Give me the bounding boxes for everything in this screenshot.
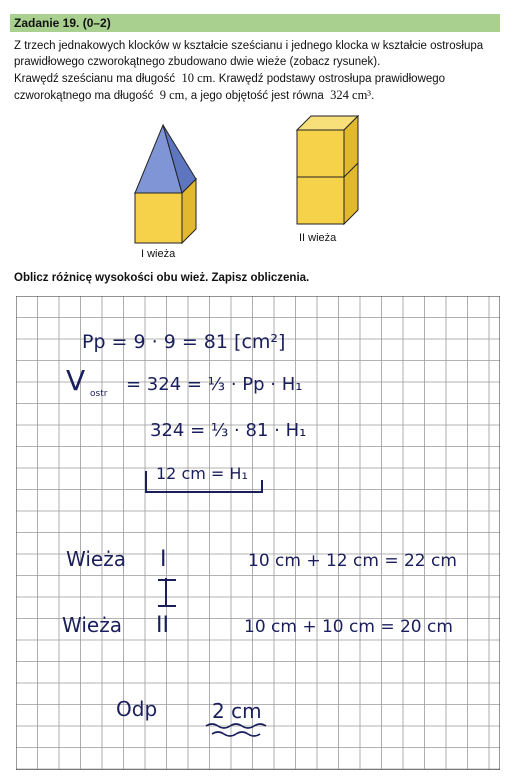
tower-1-row-label: Wieża xyxy=(66,547,126,571)
answer-label: Odp xyxy=(116,697,158,721)
towers-drawing xyxy=(0,105,506,265)
tower-2-row-calc: 10 cm + 10 cm = 20 cm xyxy=(244,617,453,637)
tower-2-upper-front xyxy=(297,130,344,177)
answer-line-3: 324 = ⅓ · 81 · H₁ xyxy=(150,420,307,441)
tower-1-row-numeral: I xyxy=(160,547,167,572)
answer-line-2-rhs: = 324 = ⅓ · Pp · H₁ xyxy=(126,374,303,395)
answer-line-2-sub: ostr xyxy=(90,389,108,399)
tower-2-label: II wieża xyxy=(299,232,337,244)
task-instruction: Oblicz różnicę wysokości obu wież. Zapisz obliczenia. xyxy=(14,272,310,284)
intro-line-1: Z trzech jednakowych klocków w kształcie sześcianu i jednego klocka w kształcie ostrosłupa xyxy=(14,40,484,52)
tower-1-row-calc: 10 cm + 12 cm = 22 cm xyxy=(248,551,457,571)
task-header xyxy=(10,14,500,32)
graph-paper xyxy=(16,296,500,770)
answer-grid xyxy=(16,296,500,770)
intro-line-4: czworokątnego ma długość 9 cm, a jego objętość jest równa 324 cm³. xyxy=(14,88,375,102)
tower-1-label: I wieża xyxy=(141,248,176,260)
tower-2 xyxy=(297,116,358,224)
task-description xyxy=(14,38,494,104)
answer-value: 2 cm xyxy=(212,699,262,723)
tower-1 xyxy=(135,125,196,243)
towers-figure xyxy=(0,105,506,265)
task-title: Zadanie 19. (0–2) xyxy=(14,16,111,30)
intro-line-3: Krawędź sześcianu ma długość 10 cm. Krawędź podstawy ostrosłupa prawidłowego xyxy=(14,71,446,85)
intro-line-2: prawidłowego czworokątnego zbudowano dwie wieże (zobacz rysunek). xyxy=(14,56,381,68)
answer-line-4: 12 cm = H₁ xyxy=(156,464,248,483)
answer-line-2-lhs: V xyxy=(66,364,86,397)
tower-2-lower-front xyxy=(297,177,344,224)
tower-1-cube-front xyxy=(135,193,182,243)
tower-2-row-numeral: II xyxy=(156,613,169,638)
answer-line-1: Pp = 9 · 9 = 81 [cm²] xyxy=(82,331,286,353)
handwritten-solution xyxy=(62,331,457,736)
tower-2-row-label: Wieża xyxy=(62,613,122,637)
